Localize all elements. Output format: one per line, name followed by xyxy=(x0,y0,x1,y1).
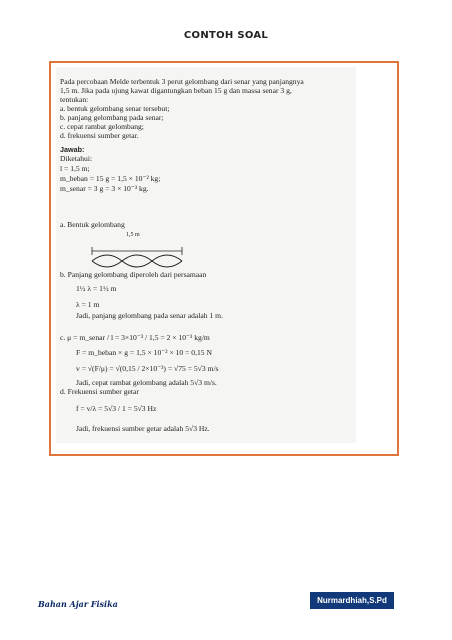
part-a-label: a. Bentuk gelombang xyxy=(60,220,125,229)
given-length: l = 1,5 m; xyxy=(60,164,90,173)
problem-item-b: b. panjang gelombang pada senar; xyxy=(60,113,164,122)
part-c-force: F = m_beban × g = 1,5 × 10⁻² × 10 = 0,15 N xyxy=(76,348,212,357)
given-load-mass: m_beban = 15 g = 1,5 × 10⁻² kg; xyxy=(60,174,161,183)
part-c-conclusion: Jadi, cepat rambat gelombang adalah 5√3 m/s. xyxy=(76,378,217,387)
problem-line-1: Pada percobaan Melde terbentuk 3 perut gelombang dari senar yang panjangnya xyxy=(60,77,304,86)
standing-wave-diagram xyxy=(62,241,212,271)
given-string-mass: m_senar = 3 g = 3 × 10⁻³ kg. xyxy=(60,184,149,193)
given-heading: Diketahui: xyxy=(60,154,93,163)
part-d-equation: f = v/λ = 5√3 / 1 = 5√3 Hz xyxy=(76,404,157,413)
footer-book-title: Bahan Ajar Fisika xyxy=(38,599,118,609)
part-c-velocity: v = √(F/μ) = √(0,15 / 2×10⁻³) = √75 = 5√3 m/s xyxy=(76,364,219,373)
part-b-equation-2: λ = 1 m xyxy=(76,300,100,309)
part-c-mu: c. μ = m_senar / l = 3×10⁻³ / 1,5 = 2 × 10⁻³ kg/m xyxy=(60,333,210,342)
page-title: CONTOH SOAL xyxy=(183,30,269,41)
problem-item-d: d. frekuensi sumber getar. xyxy=(60,131,139,140)
part-b-equation-1: 1½ λ = 1½ m xyxy=(76,284,117,293)
problem-line-3: tentukan: xyxy=(60,95,89,104)
problem-item-a: a. bentuk gelombang senar tersebut; xyxy=(60,104,170,113)
answer-heading: Jawab: xyxy=(60,145,85,154)
part-d-label: d. Frekuensi sumber getar xyxy=(60,387,139,396)
problem-item-c: c. cepat rambat gelombang; xyxy=(60,122,144,131)
problem-line-2: 1,5 m. Jika pada ujung kawat digantungkan beban 15 g dan massa senar 3 g, xyxy=(60,86,292,95)
wave-length-label: 1,5 m xyxy=(126,232,140,238)
example-content xyxy=(56,67,356,443)
part-d-conclusion: Jadi, frekuensi sumber getar adalah 5√3 Hz. xyxy=(76,424,210,433)
part-b-conclusion: Jadi, panjang gelombang pada senar adalah 1 m. xyxy=(76,311,223,320)
part-b-label: b. Panjang gelombang diperoleh dari persamaan xyxy=(60,270,207,279)
footer-author-badge: Nurmardhiah,S.Pd xyxy=(310,592,394,609)
